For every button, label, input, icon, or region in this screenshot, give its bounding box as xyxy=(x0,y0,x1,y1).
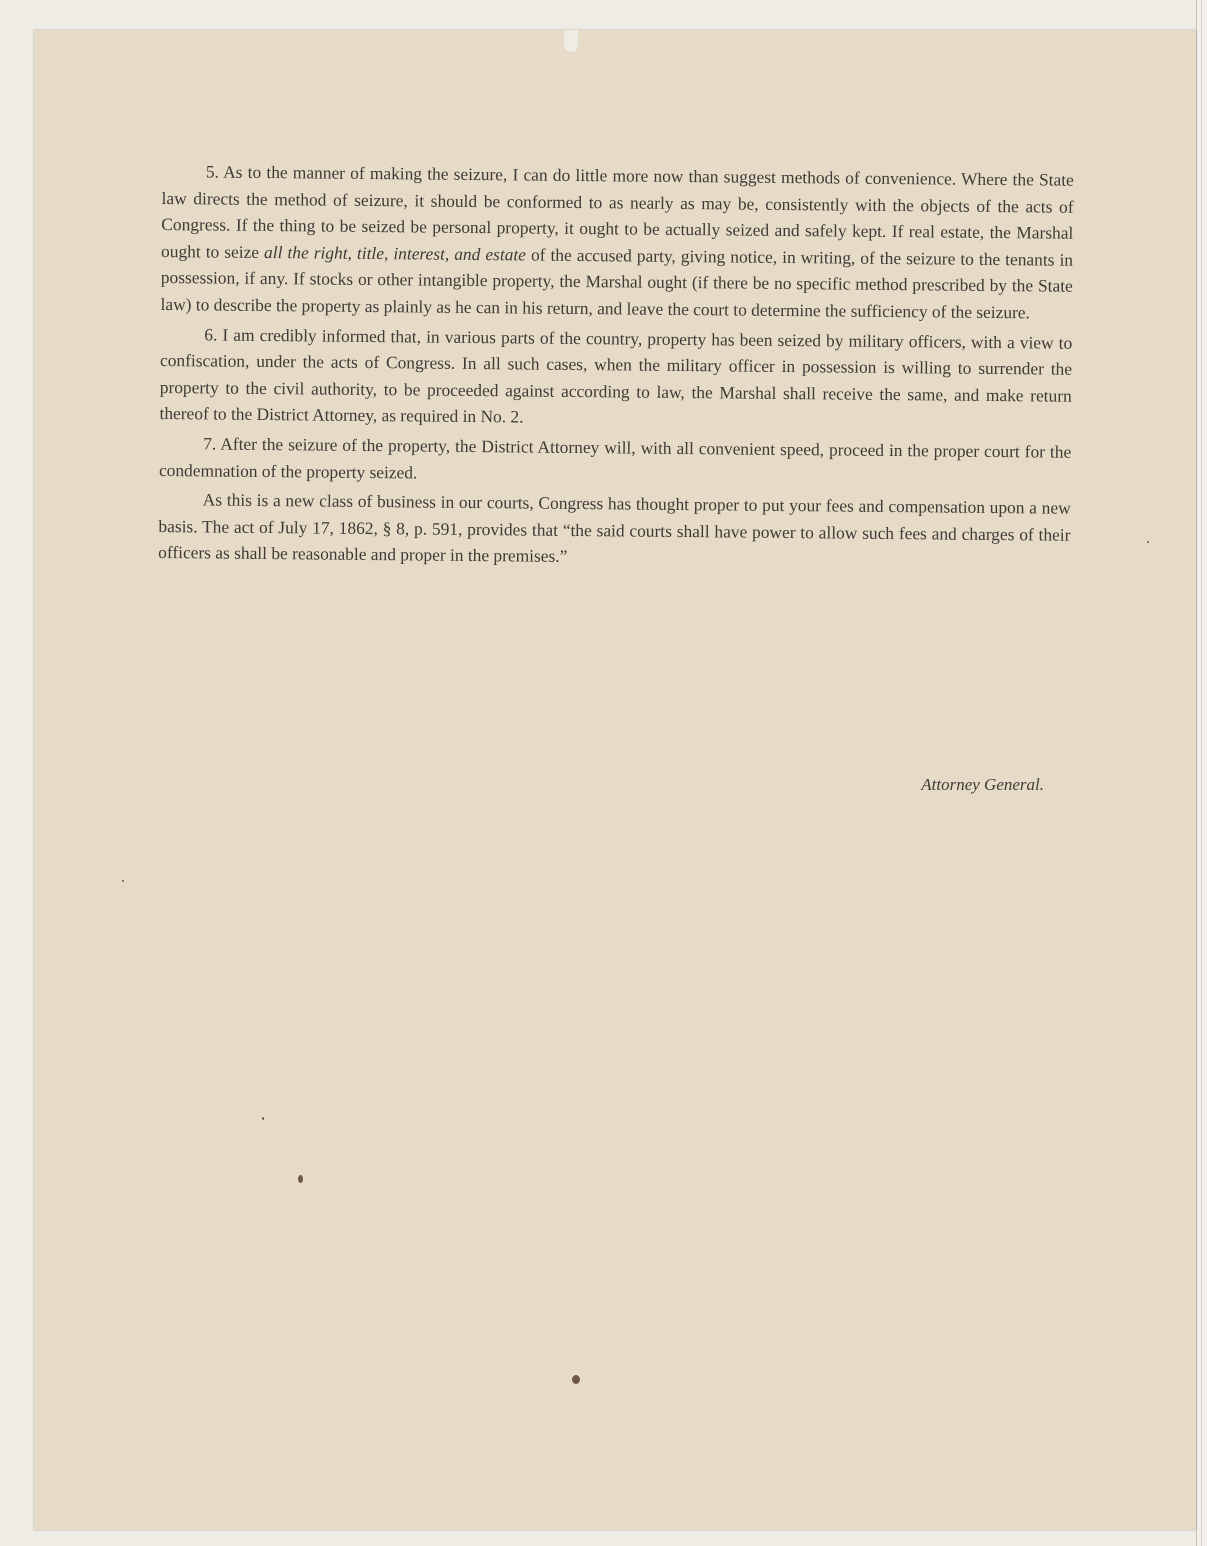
ink-spot xyxy=(298,1175,303,1183)
paragraph-5-before: 5. As to the manner of making the seizure, I can do little more now than suggest methods of convenience. Where the State law directs the method of seizure, it should be conformed to as nearly as may be, consistently with the objects of the acts of Congress. If the thing to be seized be personal property, it ought to be actually seized and safely kept. If real estate, the Marshal ought to seize xyxy=(161,161,1074,262)
paragraph-8: As this is a new class of business in our courts, Congress has thought proper to put your fees and compensation upon a new basis. The act of July 17, 1862, § 8, p. 591, provides that “the said courts shall have power to allow such fees and charges of their officers as shall be reasonable and proper in the premises.” xyxy=(158,489,1071,567)
page-tear xyxy=(564,30,578,52)
body-text xyxy=(158,158,1074,575)
page-edge xyxy=(1196,0,1207,1546)
ink-spot xyxy=(1147,541,1149,543)
ink-spot xyxy=(262,1117,264,1120)
ink-spot xyxy=(122,880,124,882)
paragraph-7: 7. After the seizure of the property, the District Attorney will, with all convenient speed, proceed in the proper court for the condemnation of the property seized. xyxy=(158,433,1072,482)
paragraph-5-after: of the accused party, giving notice, in writing, of the seizure to the tenants in possession, if any. If stocks or other intangible property, the Marshal ought (if there be no specific method prescribed by the State law) to describe the property as plainly as he can in his return, and leave the court to determine the sufficiency of the seizure. xyxy=(160,244,1074,323)
paragraph-5 xyxy=(160,158,1073,326)
document-page xyxy=(34,30,1196,1530)
paragraph-6: 6. I am credibly informed that, in various parts of the country, property has been seized by military officers, with a view to confiscation, under the acts of Congress. In all such cases, when the military officer in possession is willing to surrender the property to the civil authority, to be proceeded against according to law, the Marshal shall receive the same, and make return thereof to the District Attorney, as required in No. 2. xyxy=(159,323,1073,427)
signature: Attorney General. xyxy=(921,775,1044,794)
ink-spot xyxy=(572,1375,580,1384)
paragraph-5-emphasis: all the right, title, interest, and estate xyxy=(264,241,527,265)
